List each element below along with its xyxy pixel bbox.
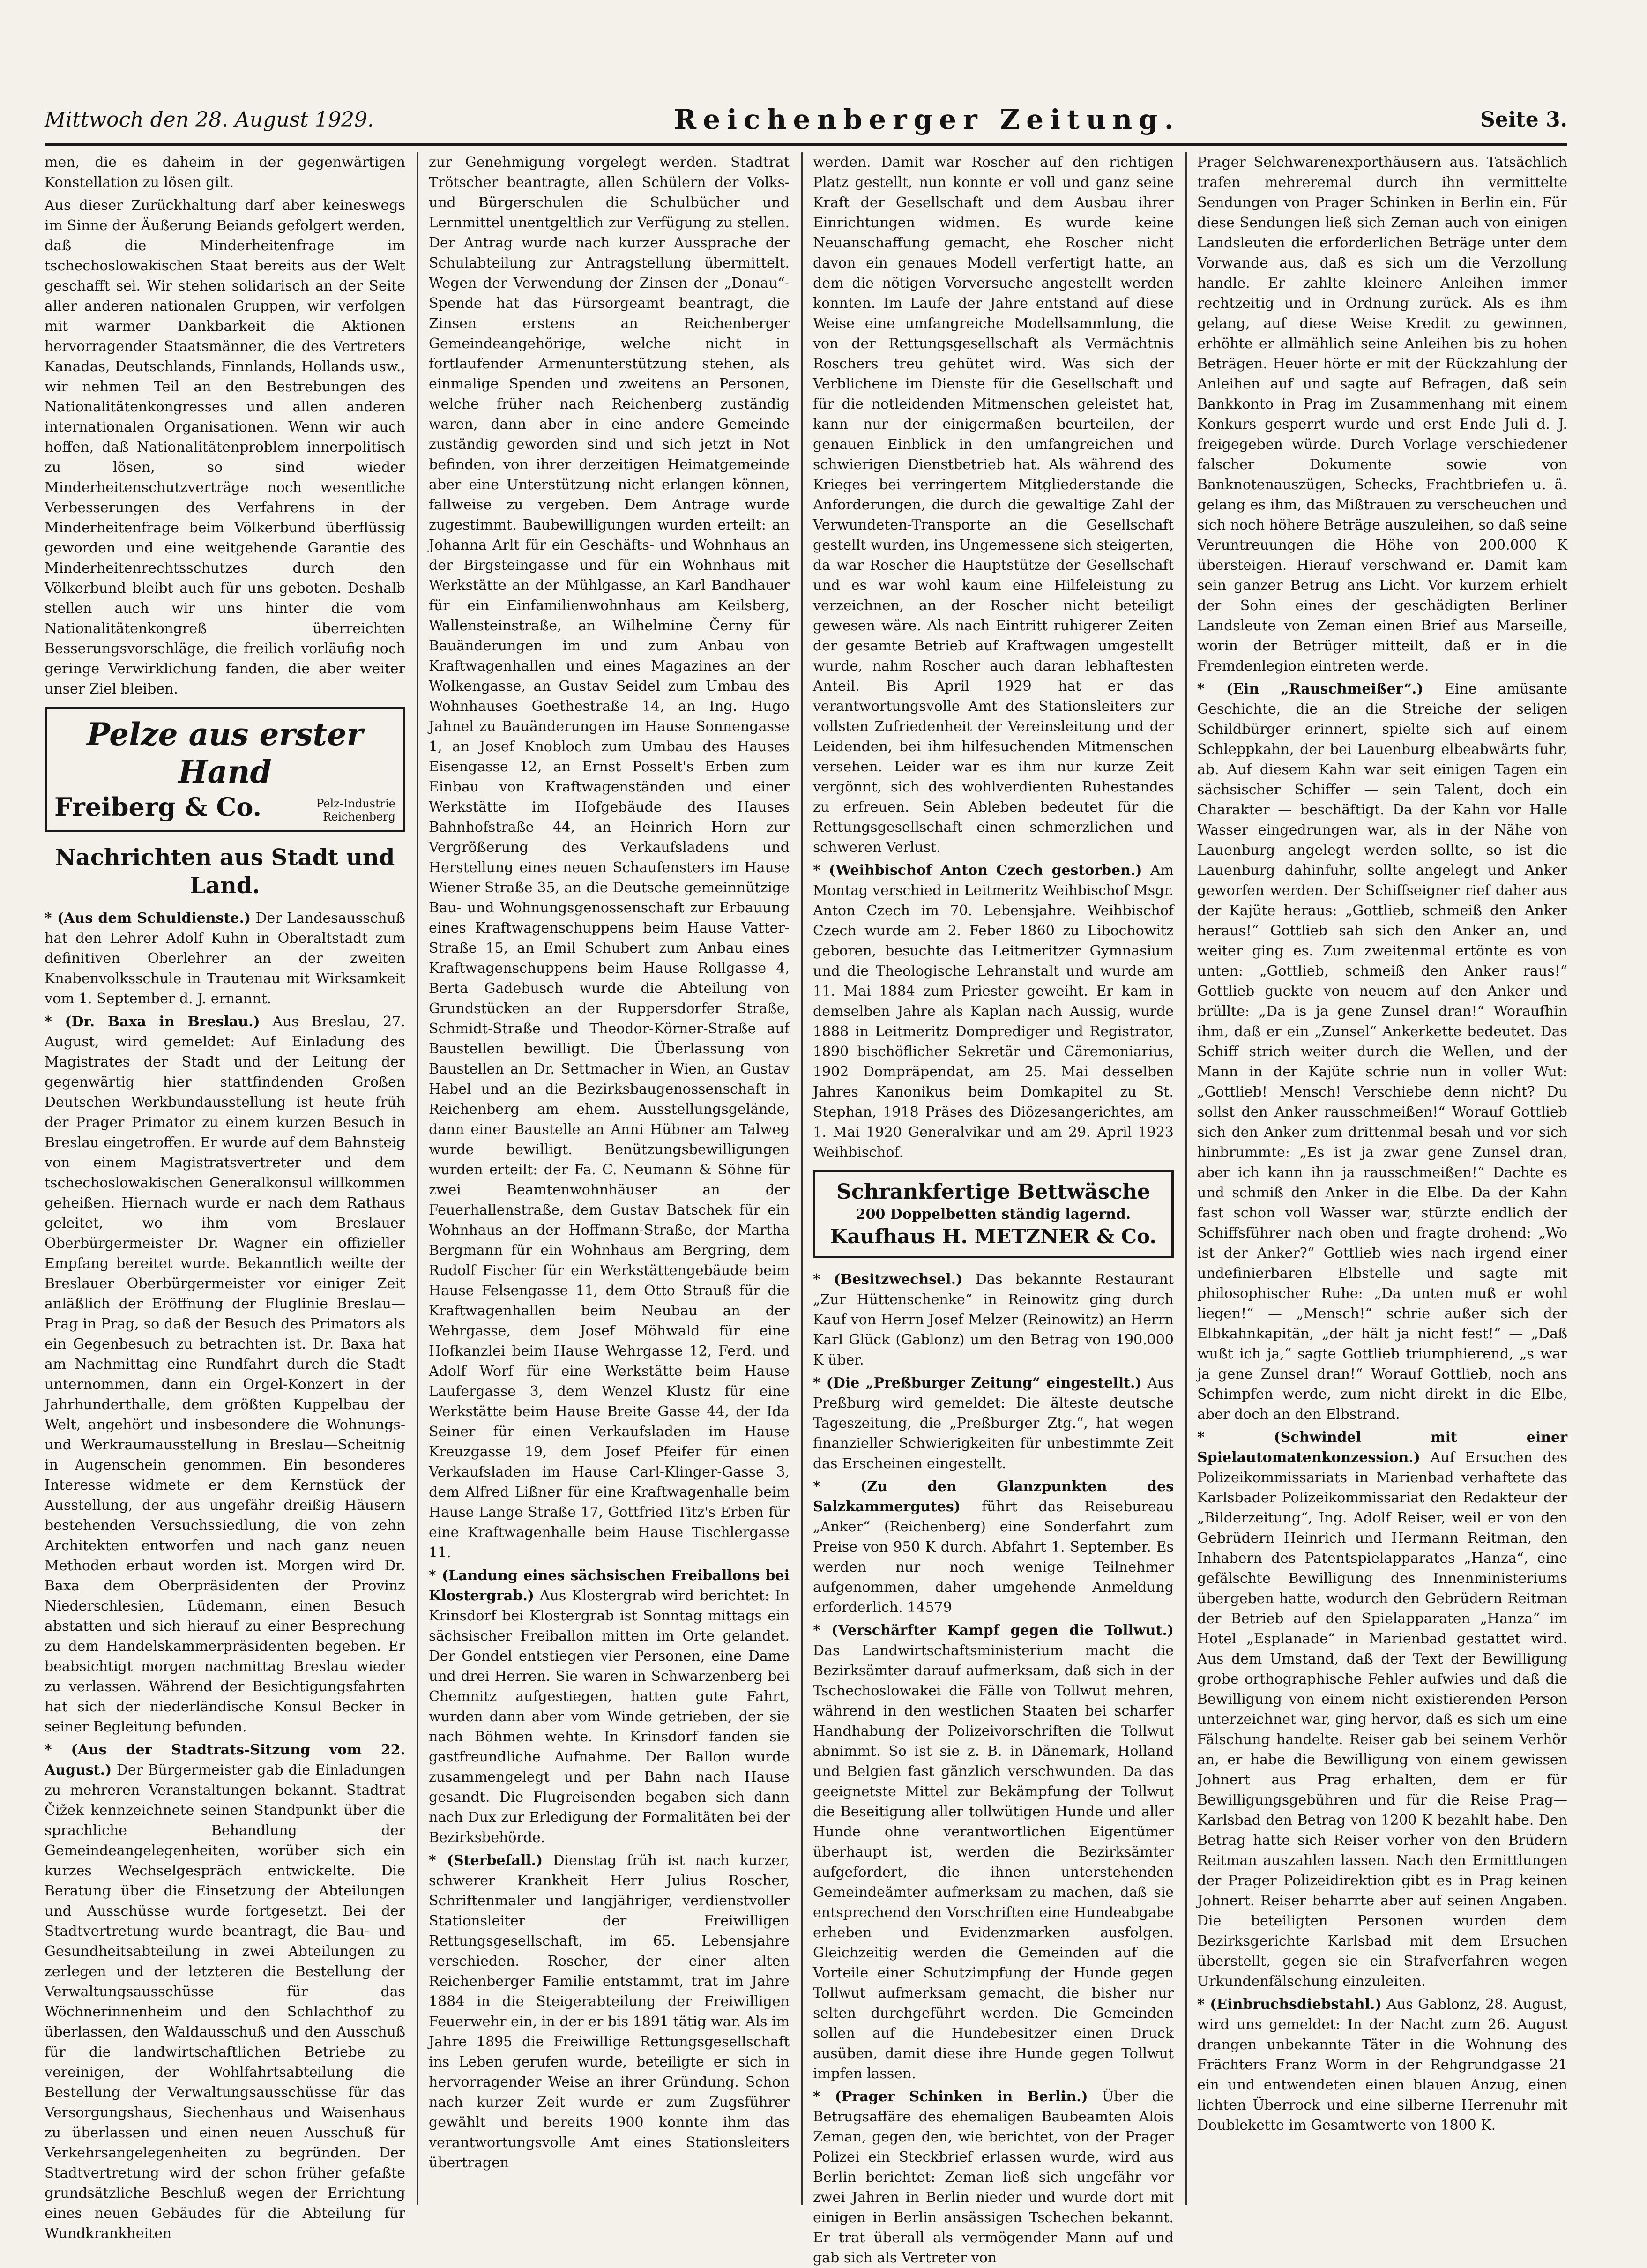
news-headline: * (Aus dem Schuldienste.)	[45, 910, 251, 926]
news-item	[45, 1740, 405, 2244]
news-body: Eine amüsante Geschichte, die an die Streiche der seligen Schildbürger erinnert, spielte sich auf einem Schleppkahn, der bei Lauenburg elbeabwärts fuhr, ab. Auf diesem Kahn war seit einigen Tagen ein sächsischer Schiffer — sein Talent, doch ein Charakter — beschäftigt. Da der Kahn vor Halle Wasser eingedrungen war, als in der Nähe von Lauenburg angelegt werden sollte, so ist die Lauenburg dahinfuhr, sollte angelegt und Anker geworfen werden. Der Schiffseigner rief daher aus der Kajüte heraus: „Gottlieb, schmeiß den Anker heraus!“ Gottlieb sah sich den Anker an, und weiter ging es. Zum zweitenmal ertönte es von unten: „Gottlieb, schmeiß den Anker raus!“ Gottlieb guckte von neuem auf den Anker und brüllte: „Da is ja gene Zunsel dran!“ Woraufhin ihm, daß er ein „Zunsel“ Ankerkette bedeutet. Das Schiff strich weiter durch die Wellen, und der Mann in der Kajüte schrie nun in voller Wut: „Gottlieb! Mensch! Verschiebe denn nicht? Du sollst den Anker rausschmeißen!“ Worauf Gottlieb sich den Anker zum drittenmal besah und vor sich hinbrummte: „Es ist ja zwar gene Zunsel dran, aber ich kann ihn ja rausschmeißen!“ Dachte es und schmiß den Anker in die Elbe. Da der Kahn fast schon voll Wasser war, stürzte endlich der Schiffsführer nach oben und fragte drohend: „Wo ist der Anker?“ Gottlieb wies nach irgend einer undefinierbaren Elbstelle und sagte mit philosophischer Ruhe: „Da unten muß er wohl liegen!“ — „Mensch!“ schrie außer sich der Elbkahnkapitän, „der hält ja nicht fest!“ — „Daß wußt ich ja,“ sagte Gottlieb triumphierend, „s war ja gene Zunsel dran!“ Worauf Gottlieb, noch ans Schimpfen werde, zum nicht direkt in die Elbe, aber doch an den Elbstrand.	[1197, 681, 1567, 1423]
news-headline: * (Einbruchsdiebstahl.)	[1197, 1996, 1382, 2013]
advertisement-metzner	[813, 1170, 1174, 1258]
column-4	[1197, 152, 1567, 2205]
news-body: Das Landwirtschaftsministerium macht die Bezirksämter darauf aufmerksam, daß sich in der Tschechoslowakei die Fälle von Tollwut mehren, während in den westlichen Staaten bei scharfer Handhabung der Polizeivorschriften die Tollwut abnimmt. So ist sie z. B. in Dänemark, Holland und Belgien fast gänzlich verschwunden. Da das geeignetste Mittel zur Bekämpfung der Tollwut die Beseitigung aller tollwütigen Hunde und aller Hunde ohne verantwortlichen Eigentümer überhaupt ist, werden die Bezirksämter aufgefordert, die ihnen unterstehenden Gemeindeämter aufmerksam zu machen, daß sie entsprechend den Vorschriften eine Hundeabgabe erheben und Evidenzmarken ausfolgen. Gleichzeitig werden die Gemeinden auf die Vorteile einer Schutzimpfung der Hunde gegen Tollwut aufmerksam gemacht, die bisher nur selten durchgeführt werden. Die Gemeinden sollen auf die Hundebesitzer einen Druck ausüben, damit diese ihre Hunde gegen Tollwut impfen lassen.	[813, 1642, 1174, 2082]
news-item	[45, 908, 405, 1009]
newspaper-title: Reichenberger Zeitung.	[673, 104, 1180, 135]
column-rule	[417, 152, 418, 2205]
news-headline: * (Aus der Stadtrats-Sitzung vom 22. August.)	[45, 1742, 405, 1778]
ad-firm-location	[316, 797, 395, 823]
news-body: Aus Breslau, 27. August, wird gemeldet: Auf Einladung des Magistrates der Stadt und der Leitung der gegenwärtig hier stattfindenden Großen Deutschen Werkbundausstellung ist heute früh der Prager Primator zu einem kurzen Besuch in Breslau eingetroffen. Er wurde auf dem Bahnsteig von einem Magistratsvertreter und dem tschechoslowakischen Generalkonsul willkommen geheißen. Hiernach wurde er nach dem Rathaus geleitet, wo ihm vom Breslauer Oberbürgermeister Dr. Wagner ein offizieller Empfang bereitet wurde. Bekanntlich weilte der Breslauer Oberbürgermeister vor einiger Zeit anläßlich der Eröffnung der Fluglinie Breslau—Prag in Prag, so daß der Besuch des Primators als ein Gegenbesuch zu betrachten ist. Dr. Baxa hat am Nachmittag eine Rundfahrt durch die Stadt unternommen, dann ein Orgel-Konzert in der Jahrhunderthalle, dem größten Kuppelbau der Welt, angehört und insbesondere die Wohnungs- und Werkraumausstellung in Breslau—Scheitnig in Augenschein genommen. Ein besonderes Interesse widmete er dem Kernstück der Ausstellung, der aus ungefähr dreißig Häusern bestehenden Versuchssiedlung, die von zehn Architekten entworfen und nach ganz neuen Methoden erbaut worden ist. Morgen wird Dr. Baxa dem Oberpräsidenten der Provinz Niederschlesien, Lüdemann, einen Besuch abstatten und sich hierauf zu einer Besprechung zu dem Handelskammerpräsidenten begeben. Er beabsichtigt morgen nachmittag Breslau wieder zu verlassen. Während der Besichtigungsfahrten hat sich der niederländische Konsul Becker in seiner Begleitung befunden.	[45, 1014, 405, 1735]
ad-subline: 200 Doppelbetten ständig lagernd.	[856, 1206, 1131, 1223]
article-text: werden. Damit war Roscher auf den richtigen Platz gestellt, nun konnte er voll und ganz seine Kraft der Gesellschaft und dem Ausbau ihrer Einrichtungen widmen. Es wurde keine Neuanschaffung gemacht, ehe Roscher nicht davon ein genaues Modell verfertigt hatte, an dem die nötigen Vorversuche angestellt werden konnten. Im Laufe der Jahre entstand auf diese Weise eine umfangreiche Modellsammlung, die von der Rettungsgesellschaft als Vermächtnis Roschers treu gehütet wird. Was sich der Verblichene im Dienste für die Gesellschaft und für die notleidenden Mitmenschen geleistet hat, kann nur der einigermaßen beurteilen, der genauen Einblick in den umfangreichen und schwierigen Dienstbetrieb hat. Als während des Krieges bei verringertem Mitgliederstande die Anforderungen, die durch die gewaltige Zahl der Verwundeten-Transporte an die Gesellschaft gestellt wurden, ins Ungemessene sich steigerten, da war Roscher die Hauptstütze der Gesellschaft und es war wohl kaum eine Hilfeleistung zu verzeichnen, an der Roscher nicht beteiligt gewesen wäre. Als nach Eintritt ruhigerer Zeiten der gesamte Betrieb auf Kraftwagen umgestellt wurde, nahm Roscher auch daran lebhaftesten Anteil. Bis April 1929 hat er das verantwortungsvolle Amt des Stationsleiters zur vollsten Zufriedenheit der Vereinsleitung und der Leidenden, bei ihm hilfesuchenden Mitmenschen versehen. Leider war es ihm nur kurze Zeit vergönnt, sich des wohlverdienten Ruhestandes zu erfreuen. Sein Ableben bedeutet für die Rettungsgesellschaft einen schmerzlichen und schweren Verlust.	[813, 154, 1174, 856]
news-item	[813, 1373, 1174, 1474]
article-text: zur Genehmigung vorgelegt werden. Stadtrat Trötscher beantragte, allen Schülern der Volks- und Bürgerschulen die Schulbücher und Lernmittel unentgeltlich zur Verfügung zu stellen. Der Antrag wurde nach kurzer Aussprache der Schulabteilung zur Antragstellung übermittelt. Wegen der Verwendung der Zinsen der „Donau“-Spende hat das Fürsorgeamt beantragt, die Zinsen erstens an Reichenberger Gemeindeangehörige, welche nicht in fortlaufender Armenunterstützung stehen, als einmalige Spenden und zweitens an Personen, welche früher nach Reichenberg zuständig waren, dann aber in eine andere Gemeinde zuständig geworden sind und sich jetzt in Not befinden, von ihrer derzeitigen Heimatgemeinde aber eine Unterstützung nicht erlangen können, fallweise zu vergeben. Dem Antrage wurde zugestimmt. Baubewilligungen wurden erteilt: an Johanna Arlt für ein Geschäfts- und Wohnhaus an der Birgsteingasse und für ein Wohnhaus mit Werkstätte an der Mühlgasse, an Karl Bandhauer für ein Einfamilienwohnhaus am Keilsberg, Wallensteinstraße, an Wilhelmine Černy für Bauänderungen im und zum Anbau von Kraftwagenhallen und eines Magazines an der Wolkengasse, an Gustav Seidel zum Umbau des Wohnhauses Goethestraße 14, an Ing. Hugo Jahnel zu Bauänderungen im Hause Sonnengasse 1, an Josef Knobloch zum Umbau des Hauses Eisengasse 12, an Ernst Posselt's Erben zum Einbau von Kraftwagenständen und einer Werkstätte im Hofgebäude des Hauses Bahnhofstraße 44, an Heinrich Horn zur Vergrößerung des Verkaufsladens und Herstellung eines neuen Schaufensters im Hause Wiener Straße 35, an die Deutsche gemeinnützige Bau- und Wohnungsgenossenschaft zur Erbauung eines Kraftwagenschuppens beim Hause Vatter-Straße 15, an Emil Schubert zum Anbau eines Kraftwagenschuppens beim Hause Rollgasse 4, Berta Gadebusch wurde die Abteilung von Grundstücken an der Ruppersdorfer Straße, Schmidt-Straße und Theodor-Körner-Straße auf Baustellen bewilligt. Die Überlassung von Baustellen an Dr. Settmacher in Wien, an Gustav Habel und an die Bezirksbaugenossenschaft in Reichenberg am ehem. Ausstellungsgelände, dann einer Baustelle an Anni Hübner am Talweg wurde bewilligt. Benützungsbewilligungen wurden erteilt: der Fa. C. Neumann & Söhne für zwei Beamtenwohnhäuser an der Feuerhallenstraße, dem Gustav Batschek für ein Wohnhaus an der Hoffmann-Straße, der Martha Bergmann für ein Wohnhaus am Bergring, dem Rudolf Fischer für ein Werkstättengebäude beim Hause Felsengasse 11, dem Otto Strauß für die Kraftwagenhallen beim Neubau an der Wehrgasse, dem Josef Möhwald für eine Hofkanzlei beim Hause Wehrgasse 12, Ferd. und Adolf Worf für eine Werkstätte beim Hause Laufergasse 3, dem Wenzel Klustz für eine Werkstätte beim Hause Breite Gasse 44, der Ida Seiner für einen Verkaufsladen im Hause Kreuzgasse 19, dem Josef Pfeifer für einen Verkaufsladen im Hause Carl-Klinger-Gasse 3, dem Alfred Lißner für eine Kraftwagenhalle beim Hause Lange Straße 17, Gottfried Titz's Erben für eine Kraftwagenhalle beim Hause Tischlergasse 11.	[429, 154, 790, 1561]
column-1	[45, 152, 405, 2242]
ad-firm-name: Kaufhaus H. METZNER & Co.	[830, 1225, 1156, 1248]
news-headline: * (Landung eines sächsischen Freiballons bei Klostergrab.)	[429, 1567, 790, 1604]
column-3	[813, 152, 1174, 2266]
news-item	[429, 1850, 790, 2173]
advertisement-pelze	[45, 707, 405, 832]
ad-firm-name: Freiberg & Co.	[54, 792, 262, 822]
article-text: Aus dieser Zurückhaltung darf aber keineswegs im Sinne der Äußerung Beiands gefolgert werden, daß die Minderheitenfrage im tschechoslowakischen Staat bereits aus der Welt geschafft sei. Wir stehen solidarisch an der Seite aller anderen nationalen Gruppen, wir verfolgen mit warmer Dankbarkeit die Aktionen hervorragender Staatsmänner, die des Vertreters Kanadas, Deutschlands, Finnlands, Hollands usw., wir nehmen Teil an den Bestrebungen des Nationalitätenkongresses und allen anderen internationalen Organisationen. Wenn wir auch hoffen, daß Nationalitätenproblem innerpolitisch zu lösen, so sind wieder Minderheitenschutzverträge noch wesentliche Verbesserungen des Verfahrens in der Minderheitenfrage beim Völkerbund überflüssig geworden und eine weitgehende Garantie des Minderheitenrechtsschutzes durch den Völkerbund bleibt auch für uns geboten. Deshalb stellen auch wir uns hinter die vom Nationalitätenkongreß überreichten Besserungsvorschläge, die freilich vorläufig noch geringe Verwirklichung fanden, die aber weiter unser Ziel bleiben.	[45, 197, 405, 697]
news-item	[813, 860, 1174, 1163]
ad-small-line: Reichenberg	[323, 810, 395, 823]
ad-headline: Pelze aus erster Hand	[87, 716, 363, 790]
news-headline: * (Weihbischof Anton Czech gestorben.)	[813, 862, 1142, 879]
news-item	[813, 1477, 1174, 1618]
news-body: Am Montag verschied in Leitmeritz Weihbischof Msgr. Anton Czech im 70. Lebensjahre. Weihbischof Czech wurde am 2. Feber 1860 zu Libochowitz geboren, besuchte das Leitmeritzer Gymnasium und die Theologische Lehranstalt und wurde am 11. Mai 1884 zum Priester geweiht. Er kam in demselben Jahre als Kaplan nach Aussig, wurde 1888 in Leitmeritz Domprediger und Registrator, 1890 bischöflicher Sekretär und Cäremoniarius, 1902 Dompräpendat, am 25. Mai desselben Jahres Kanonikus beim Domkapitel zu St. Stephan, 1918 Präses des Diözesangerichtes, am 1. Mai 1920 Generalvikar und am 29. April 1923 Weihbischof.	[813, 862, 1174, 1161]
news-headline: * (Prager Schinken in Berlin.)	[813, 2089, 1088, 2105]
news-headline: * (Schwindel mit einer Spielautomatenkonzession.)	[1197, 1429, 1567, 1466]
article-text: Prager Selchwarenexporthäusern aus. Tatsächlich trafen mehreremal durch ihn vermittelte Sendungen von Prager Schinken in Berlin ein. Für diese Sendungen ließ sich Zeman auch von einigen Landsleuten die erforderlichen Beträge unter dem Vorwande aus, daß es sich um die Verzollung handle. Er zahlte kleinere Anleihen immer rechtzeitig und in Ordnung zurück. Als es ihm gelang, auf diese Weise Kredit zu gewinnen, erhöhte er allmählich seine Anleihen bis zu hohen Beträgen. Heuer hörte er mit der Rückzahlung der Anleihen auf und sagte auf Befragen, daß sein Bankkonto in Prag im Zusammenhang mit einem Konkurs gesperrt wurde und erst Ende Juli d. J. freigegeben würde. Durch Vorlage verschiedener falscher Dokumente sowie von Banknotenauszügen, Schecks, Frachtbriefen u. ä. gelang es ihm, das Mißtrauen zu verscheuchen und sich noch höhere Beträge auszuleihen, so daß seine Veruntreuungen die Höhe von 200.000 K übersteigen. Hierauf verschwand er. Damit kam sein ganzer Betrug ans Licht. Vor kurzem erhielt der Sohn eines der geschädigten Berliner Landsleute von Zeman einen Brief aus Marseille, worin der Betrüger mitteilt, daß er in die Fremdenlegion eintreten werde.	[1197, 154, 1567, 674]
news-item	[1197, 679, 1567, 1425]
news-body: Der Bürgermeister gab die Einladungen zu mehreren Veranstaltungen bekannt. Stadtrat Čižek kennzeichnete seinen Standpunkt über die sprachliche Behandlung der Gemeindeangelegenheiten, worüber sich ein kurzes Wechselgespräch entwickelte. Die Beratung über die Einsetzung der Abteilungen und Ausschüsse wurde fortgesetzt. Bei der Stadtvertretung wurde beantragt, die Bau- und Gesundheitsabteilung in zwei Abteilungen zu zerlegen und der letzteren die Bestellung der Verwaltungsausschüsse für das Wöchnerinnenheim und den Schlachthof zu überlassen, den Waldausschuß und den Ausschuß für die landwirtschaftlichen Betriebe zu vereinigen, der Wohlfahrtsabteilung die Bestellung der Verwaltungsausschüsse für das Versorgungshaus, Siechenhaus und Waisenhaus zu überlassen und einen neuen Ausschuß für Verkehrsangelegenheiten zu begründen. Der Stadtvertretung wird der schon früher gefaßte grundsätzliche Beschluß wegen der Errichtung eines neuen Gebäudes für die Abteilung für Wundkrankheiten	[45, 1762, 405, 2242]
ad-headline: Schrankfertige Bettwäsche	[836, 1180, 1150, 1204]
news-item	[45, 1012, 405, 1737]
news-headline: * (Dr. Baxa in Breslau.)	[45, 1014, 260, 1030]
news-item	[1197, 1994, 1567, 2135]
ad-small-line: Pelz-Industrie	[316, 797, 395, 810]
page-header	[45, 96, 1567, 146]
news-body: Dienstag früh ist nach kurzer, schwerer Krankheit Herr Julius Roscher, Schriftenmaler und langjähriger, verdienstvoller Stationsleiter der Freiwilligen Rettungsgesellschaft, im 65. Lebensjahre verschieden. Roscher, der einer alten Reichenberger Familie entstammt, trat im Jahre 1884 in die Steigerabteilung der Freiwilligen Feuerwehr ein, in der er bis 1891 tätig war. Als im Jahre 1895 die Freiwillige Rettungsgesellschaft ins Leben gerufen wurde, beteiligte er sich in hervorragender Weise an ihrer Gründung. Schon nach kurzer Zeit wurde er zum Zugsführer gewählt und bereits 1900 konnte ihm das verantwortungsvolle Amt eines Stationsleiters übertragen	[429, 1852, 790, 2171]
news-body: Über die Betrugsaffäre des ehemaligen Baubeamten Alois Zeman, gegen den, wie berichtet, von der Prager Polizei ein Steckbrief erlassen wurde, wird aus Berlin berichtet: Zeman ließ sich ungefähr vor zwei Jahren in Berlin nieder und wurde dort mit einigen in Berlin ansässigen Tschechen bekannt. Er trat überall als vermögender Mann auf und gab sich als Vertreter von	[813, 2089, 1174, 2266]
news-headline: * (Ein „Rauschmeißer“.)	[1197, 681, 1423, 697]
article-text: men, die es daheim in der gegenwärtigen Konstellation zu lösen gilt.	[45, 154, 405, 191]
news-headline: * (Besitzwechsel.)	[813, 1271, 963, 1288]
issue-date: Mittwoch den 28. August 1929.	[45, 107, 374, 132]
news-headline: * (Verschärfter Kampf gegen die Tollwut.)	[813, 1622, 1174, 1639]
section-title: Nachrichten aus Stadt und Land.	[55, 844, 395, 899]
column-2	[429, 152, 790, 2205]
news-body: Aus Preßburg wird gemeldet: Die älteste deutsche Tageszeitung, die „Preßburger Ztg.“, hat wegen finanzieller Schwierigkeiten für unbestimmte Zeit das Erscheinen eingestellt.	[813, 1375, 1174, 1472]
news-body: Aus Gablonz, 28. August, wird uns gemeldet: In der Nacht zum 26. August drangen unbekannte Täter in die Wohnung des Frächters Franz Worm in der Rehgrundgasse 21 ein und entwendeten einen blauen Anzug, einen lichten Überrock und eine silberne Herrenuhr mit Doublekette im Gesamtwerte von 1800 K.	[1197, 1996, 1567, 2134]
news-item	[1197, 1427, 1567, 1992]
news-body: Der Landesausschuß hat den Lehrer Adolf Kuhn in Oberaltstadt zum definitiven Oberlehrer an der zweiten Knabenvolksschule in Trautenau mit Wirksamkeit vom 1. September d. J. ernannt.	[45, 910, 405, 1007]
news-headline: * (Sterbefall.)	[429, 1852, 543, 1869]
news-body: Auf Ersuchen des Polizeikommissariats in Marienbad verhaftete das Karlsbader Polizeikommissariat den Redakteur der „Bilderzeitung“, Ing. Adolf Reiser, weil er von den Gebrüdern Heinrich und Hermann Reitman, den Inhabern des Patentspielapparates „Hanza“, eine gefälschte Bewilligung des Innenministeriums übergeben hatte, wodurch den Gebrüdern Reitman der Betrieb auf den Spielapparaten „Hanza“ im Hotel „Esplanade“ in Marienbad gestattet wird. Aus dem Umstand, daß der Text der Bewilligung grobe orthographische Fehler aufwies und daß die Bewilligung von einem nicht existierenden Person unterzeichnet war, ging hervor, daß es sich um eine Fälschung handelte. Reiser gab bei seinem Verhör an, er habe die Bewilligung von einem gewissen Johnert aus Prag erhalten, dem er für Bewilligungsgebühren und für die Reise Prag—Karlsbad den Betrag von 1200 K bezahlt habe. Den Betrag hatte sich Reiser vorher von den Brüdern Reitman auszahlen lassen. Nach den Ermittlungen der Prager Polizeidirektion gibt es in Prag keinen Johnert. Reiser beharrte aber auf seinen Angaben. Die beteiligten Personen wurden dem Bezirksgerichte Karlsbad mit dem Ersuchen überstellt, gegen sie ein Strafverfahren wegen Urkundenfälschung einzuleiten.	[1197, 1449, 1567, 1990]
news-body: Das bekannte Restaurant „Zur Hüttenschenke“ in Reinowitz ging durch Kauf von Herrn Josef Melzer (Reinowitz) an Herrn Karl Glück (Gablonz) um den Betrag von 190.000 K über.	[813, 1271, 1174, 1368]
news-item	[813, 1269, 1174, 1370]
news-item	[429, 1566, 790, 1848]
column-rule	[1185, 152, 1187, 2205]
page-number: Seite 3.	[1480, 107, 1567, 132]
column-rule	[801, 152, 803, 2205]
news-body: Aus Klostergrab wird berichtet: In Krinsdorf bei Klostergrab ist Sonntag mittags ein sächsischer Freiballon mitten im Orte gelandet. Der Gondel entstiegen vier Personen, eine Dame und drei Herren. Sie waren in Schwarzenberg bei Chemnitz aufgestiegen, hatten gute Fahrt, wurden dann aber vom Winde getrieben, der sie nach Böhmen wehte. In Krinsdorf fanden sie gastfreundliche Aufnahme. Der Ballon wurde zusammengelegt und per Bahn nach Hause gesandt. Die Flugreisenden begaben sich dann nach Dux zur Erledigung der Formalitäten bei der Bezirksbehörde.	[429, 1588, 790, 1846]
news-body: führt das Reisebureau „Anker“ (Reichenberg) eine Sonderfahrt zum Preise von 950 K durch. Abfahrt 1. September. Es werden nur noch wenige Teilnehmer aufgenommen, daher umgehende Anmeldung erforderlich. 14579	[813, 1499, 1174, 1616]
news-headline: * (Zu den Glanzpunkten des Salzkammergutes)	[813, 1478, 1174, 1515]
news-item	[813, 1620, 1174, 2084]
news-headline: * (Die „Preßburger Zeitung“ eingestellt.)	[813, 1375, 1142, 1391]
news-item	[813, 2087, 1174, 2268]
